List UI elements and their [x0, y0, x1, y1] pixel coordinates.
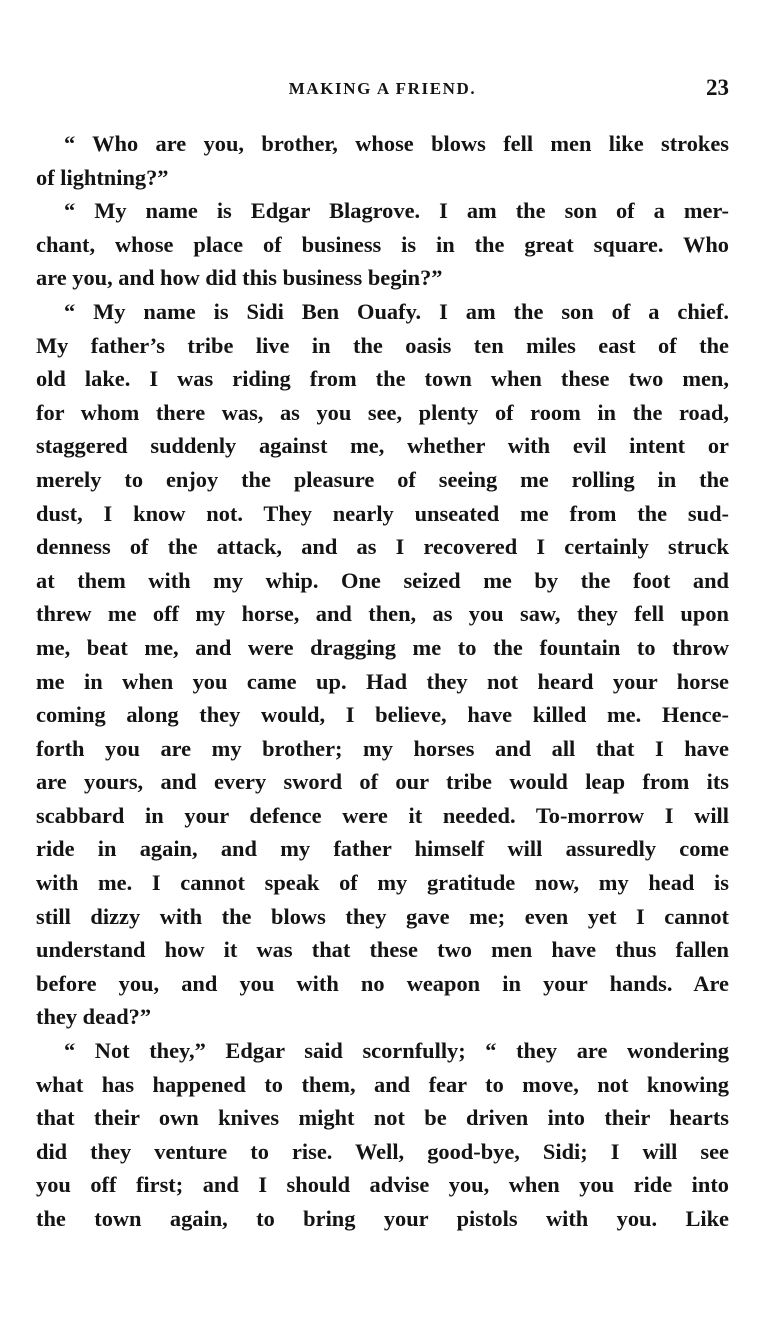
text-line: me in when you came up. Had they not heard your horse — [36, 668, 729, 694]
text-line: dust, I know not. They nearly unseated me from the sud- — [36, 500, 729, 526]
text-line: “ Not they,” Edgar said scornfully; “ they are wondering — [64, 1038, 729, 1064]
text-line: are yours, and every sword of our tribe would leap from its — [36, 769, 729, 795]
page-number: 23 — [706, 75, 729, 100]
text-line: did they venture to rise. Well, good-bye, Sidi; I will see — [36, 1138, 729, 1164]
text-line: old lake. I was riding from the town when these two men, — [36, 366, 729, 392]
page-header — [36, 76, 729, 106]
text-line: me, beat me, and were dragging me to the fountain to throw — [36, 634, 729, 660]
text-line: My father’s tribe live in the oasis ten miles east of the — [36, 332, 729, 358]
text-line: “ Who are you, brother, whose blows fell men like strokes — [64, 131, 729, 156]
text-line: understand how it was that these two men have thus fallen — [36, 937, 729, 963]
text-line: before you, and you with no weapon in your hands. Are — [36, 970, 729, 996]
text-line: with me. I cannot speak of my gratitude now, my head is — [36, 870, 729, 896]
text-line: threw me off my horse, and then, as you saw, they fell upon — [36, 601, 729, 627]
text-line: they dead?” — [36, 1004, 152, 1030]
text-line: “ My name is Edgar Blagrove. I am the son of a mer- — [64, 198, 729, 224]
text-line: denness of the attack, and as I recovered I certainly struck — [36, 534, 729, 560]
text-line: staggered suddenly against me, whether with evil intent or — [36, 433, 729, 459]
text-line: forth you are my brother; my horses and all that I have — [36, 735, 729, 761]
text-line: coming along they would, I believe, have killed me. Hence- — [36, 702, 729, 728]
text-line: are you, and how did this business begin?” — [36, 265, 443, 291]
body-text — [36, 127, 729, 1236]
running-title: MAKING A FRIEND. — [288, 79, 477, 98]
text-line: scabbard in your defence were it needed. To-morrow I will — [36, 802, 729, 828]
text-line: that their own knives might not be driven into their hearts — [36, 1105, 729, 1131]
text-line: chant, whose place of business is in the great square. Who — [36, 231, 729, 257]
text-line: merely to enjoy the pleasure of seeing me rolling in the — [36, 466, 729, 492]
text-line: what has happened to them, and fear to move, not knowing — [36, 1071, 729, 1097]
text-line: the town again, to bring your pistols with you. Like — [36, 1206, 729, 1231]
text-line: you off first; and I should advise you, when you ride into — [36, 1172, 729, 1198]
text-line: ride in again, and my father himself will assuredly come — [36, 836, 729, 862]
text-line: of lightning?” — [36, 164, 169, 190]
text-line: “ My name is Sidi Ben Ouafy. I am the son of a chief. — [64, 298, 729, 324]
text-line: for whom there was, as you see, plenty of room in the road, — [36, 399, 729, 425]
text-line: still dizzy with the blows they gave me; even yet I cannot — [36, 903, 729, 929]
text-line: at them with my whip. One seized me by the foot and — [36, 567, 729, 593]
